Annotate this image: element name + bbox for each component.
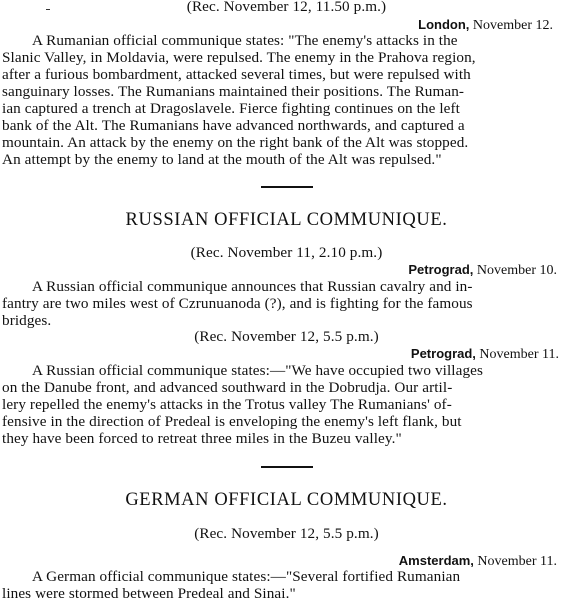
dateline-city: London, (418, 17, 470, 32)
german-received-line: (Rec. November 12, 5.5 p.m.) (194, 525, 379, 542)
dateline-city: Petrograd, (408, 262, 474, 277)
rumanian-paragraph-line: Slanic Valley, in Moldavia, were repulsed. The enemy in the Prahova region, (2, 49, 476, 66)
russian-paragraph-line: A Russian official communique announces that Russian cavalry and in- (32, 278, 473, 295)
dateline-date: November 11. (477, 554, 557, 569)
dateline-city: Petrograd, (410, 346, 476, 361)
german-heading: GERMAN OFFICIAL COMMUNIQUE. (125, 490, 448, 510)
rumanian-paragraph-line: A Rumanian official communique states: "The enemy's attacks in the (32, 32, 458, 49)
german-paragraph-line: A German official communique states:—"Several fortified Rumanian (32, 568, 461, 585)
russian-dateline-1 (408, 261, 557, 279)
section-divider (261, 186, 313, 188)
russian-paragraph-line: fensive in the direction of Predeal is enveloping the enemy's left flank, but (2, 413, 462, 430)
russian-paragraph-line: on the Danube front, and advanced southward in the Dobrudja. Our artil- (2, 379, 453, 396)
russian-received-line-2: (Rec. November 12, 5.5 p.m.) (194, 328, 379, 345)
rumanian-paragraph-line: bank of the Alt. The Rumanians have advanced northwards, and captured a (2, 117, 465, 134)
rumanian-paragraph-line: An attempt by the enemy to land at the mouth of the Alt was repulsed." (2, 151, 442, 168)
dateline-date: November 12. (472, 18, 553, 33)
russian-paragraph-line: A Russian official communique states:—"We have occupied two villages (32, 362, 483, 379)
dateline-date: November 11. (479, 347, 559, 362)
rumanian-paragraph-line: sanguinary losses. The Rumanians maintained their positions. The Ruman- (2, 83, 465, 100)
rumanian-paragraph-line: ian captured a trench at Dragoslavele. Fierce fighting continues on the left (2, 100, 460, 117)
section-divider (261, 466, 313, 468)
dateline-date: November 10. (476, 263, 557, 278)
rumanian-paragraph-line: after a furious bombardment, attacked several times, but were repulsed with (2, 66, 471, 83)
russian-paragraph-line: fantry are two miles west of Czrunuanoda (?), and is fighting for the famous (2, 295, 473, 312)
rumanian-paragraph-line: mountain. An attack by the enemy on the right bank of the Alt was stopped. (2, 134, 469, 151)
russian-dateline-2 (411, 345, 559, 363)
russian-paragraph-line: lery repelled the enemy's attacks in the Trotus valley The Rumanians' of- (2, 396, 452, 413)
dateline-city: Amsterdam, (398, 553, 474, 568)
german-paragraph-line: lines were stormed between Predeal and Sinai." (2, 585, 296, 602)
russian-received-line-1: (Rec. November 11, 2.10 p.m.) (190, 244, 383, 261)
rumanian-received-line: (Rec. November 12, 11.50 p.m.) (186, 0, 387, 15)
russian-paragraph-line: they have been forced to retreat three miles in the Buzeu valley." (2, 430, 402, 447)
russian-heading: RUSSIAN OFFICIAL COMMUNIQUE. (125, 210, 448, 230)
russian-paragraph-line: bridges. (2, 312, 52, 329)
